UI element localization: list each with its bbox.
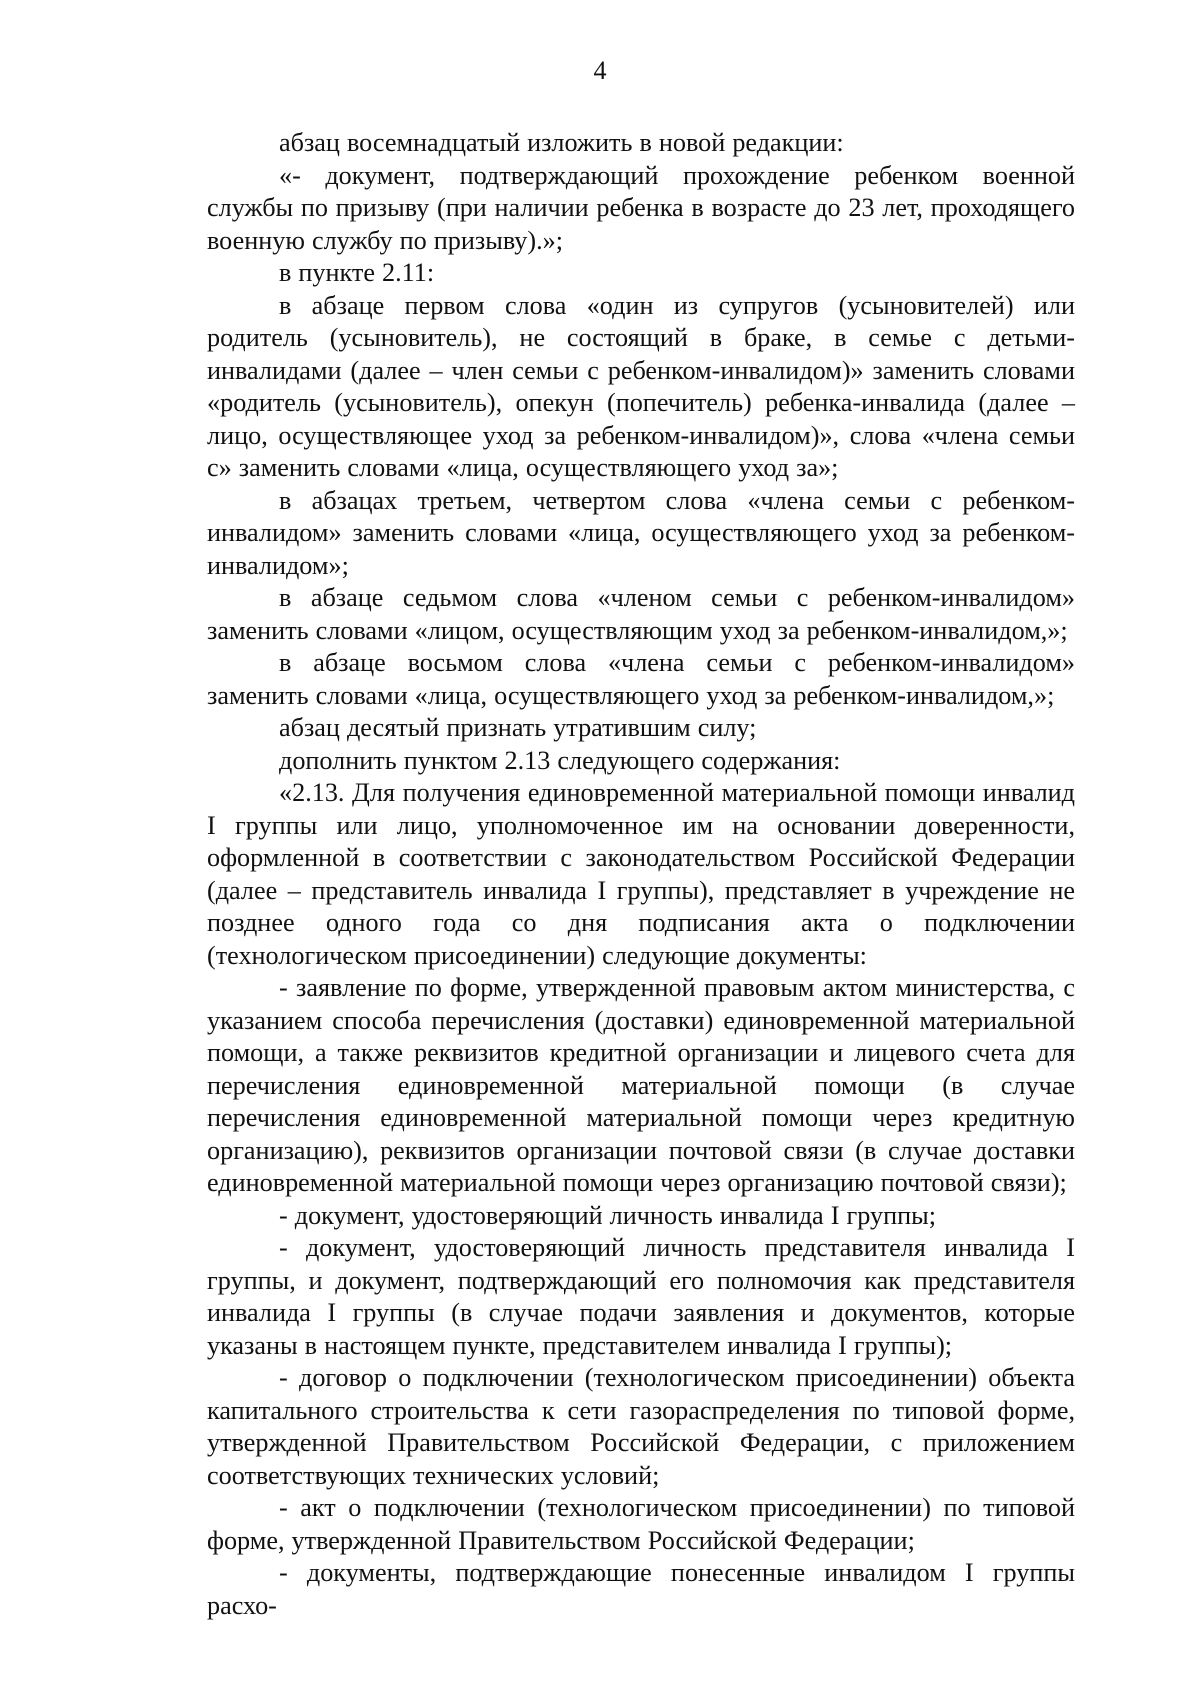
page-number: 4	[593, 56, 607, 85]
paragraph-3: в пункте 2.11:	[279, 258, 435, 287]
paragraph-7: в абзаце восьмом слова «члена семьи с ребенком-инвалидом» заменить словами «лица, осуществляющего уход за ребенком-инвалидом,»;	[207, 648, 1075, 710]
paragraph-15: - акт о подключении (технологическом присоединении) по типовой форме, утвержденной Правительством Российской Федерации;	[207, 1493, 1075, 1555]
paragraph-14: - договор о подключении (технологическом присоединении) объекта капитального строительства к сети газораспределения по типовой форме, утвержденной Правительством Российской Федерации, с приложением соответствующих технических условий;	[207, 1363, 1075, 1490]
paragraph-12: - документ, удостоверяющий личность инвалида I группы;	[279, 1200, 936, 1230]
document-body	[207, 127, 1075, 1622]
paragraph-10: «2.13. Для получения единовременной материальной помощи инвалид I группы или лицо, уполномоченное им на основании доверенности, оформленной в соответствии с законодательством Российской Федерации (далее – представитель инвалида I группы), представляет в учреждение не позднее одного года со дня подписания акта о подключении (технологическом присоединении) следующие документы:	[207, 778, 1075, 970]
paragraph-8: абзац десятый признать утратившим силу;	[279, 713, 757, 742]
paragraph-1: абзац восемнадцатый изложить в новой редакции:	[279, 128, 844, 157]
paragraph-5: в абзацах третьем, четвертом слова «члена семьи с ребенком-инвалидом» заменить словами «лица, осуществляющего уход за ребенком-инвалидом»;	[207, 485, 1075, 580]
paragraph-16: - документы, подтверждающие понесенные инвалидом I группы расхо-	[207, 1558, 1075, 1620]
paragraph-9: дополнить пунктом 2.13 следующего содержания:	[279, 745, 841, 775]
paragraph-11: - заявление по форме, утвержденной правовым актом министерства, с указанием способа перечисления (доставки) единовременной материальной помощи, а также реквизитов кредитной организации и лицевого счета для перечисления единовременной материальной помощи (в случае перечисления единовременной материальной помощи через кредитную организацию), реквизитов организации почтовой связи (в случае доставки единовременной материальной помощи через организацию почтовой связи);	[207, 973, 1075, 1197]
paragraph-6: в абзаце седьмом слова «членом семьи с ребенком-инвалидом» заменить словами «лицом, осуществляющим уход за ребенком-инвалидом,»;	[207, 583, 1075, 645]
paragraph-2: «- документ, подтверждающий прохождение ребенком военной службы по призыву (при наличии ребенка в возрасте до 23 лет, проходящего военную службу по призыву).»;	[207, 160, 1075, 255]
paragraph-4: в абзаце первом слова «один из супругов (усыновителей) или родитель (усыновитель), не состоящий в браке, в семье с детьми-инвалидами (далее – член семьи с ребенком-инвалидом)» заменить словами «родитель (усыновитель), опекун (попечитель) ребенка-инвалида (далее – лицо, осуществляющее уход за ребенком-инвалидом)», слова «члена семьи с» заменить словами «лица, осуществляющего уход за»;	[207, 290, 1075, 482]
paragraph-13: - документ, удостоверяющий личность представителя инвалида I группы, и документ, подтверждающий его полномочия как представителя инвалида I группы (в случае подачи заявления и документов, которые указаны в настоящем пункте, представителем инвалида I группы);	[207, 1233, 1075, 1360]
